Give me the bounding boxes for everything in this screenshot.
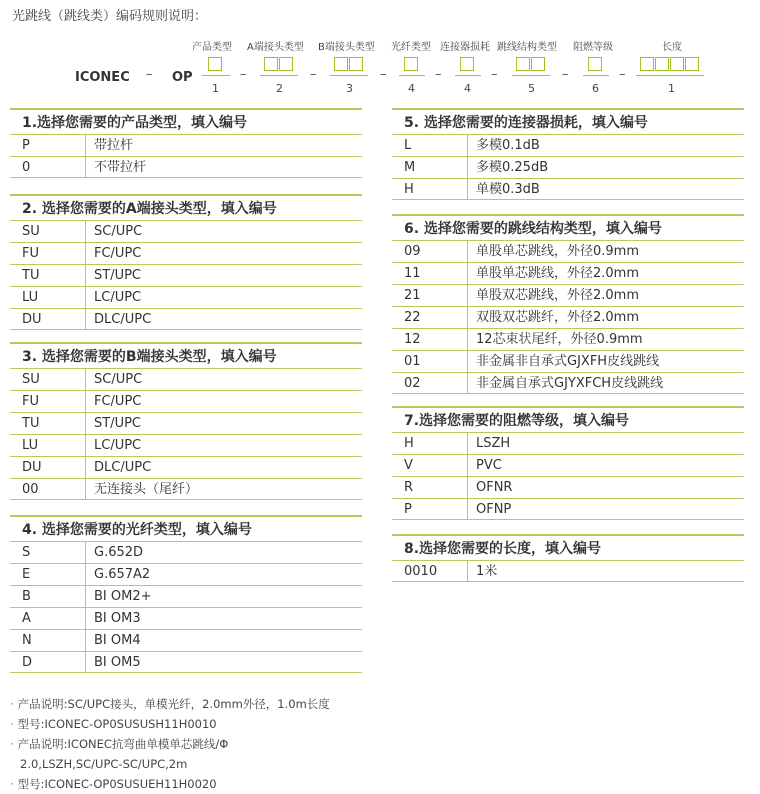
- option-desc: 1米: [476, 564, 498, 579]
- note-line: [10, 754, 330, 774]
- option-code: 0: [10, 157, 86, 177]
- option-code: 09: [392, 241, 468, 262]
- option-code: 22: [392, 307, 468, 328]
- dash: –: [146, 67, 153, 82]
- table-row: [10, 412, 362, 434]
- slot-digits: 6: [592, 82, 599, 95]
- option-desc: ST/UPC: [94, 268, 142, 283]
- note-line: · 产品说明:ICONEC抗弯曲单模单芯跳线/Φ: [10, 737, 229, 751]
- note-text: 2.0,LSZH,SC/UPC-SC/UPC,2m: [20, 757, 188, 771]
- option-desc: 非金属自承式GJYXFCH皮线跳线: [476, 376, 664, 391]
- option-desc: 12芯束状尾纤，外径0.9mm: [476, 332, 643, 347]
- section-title: 3. 选择您需要的B端接头类型，填入编号: [10, 342, 362, 368]
- dash: –: [619, 67, 626, 82]
- dash: –: [435, 67, 442, 82]
- slot-digits: 5: [528, 82, 535, 95]
- table-row: [10, 220, 362, 242]
- table-row: [392, 498, 744, 520]
- option-code: R: [392, 477, 468, 498]
- option-desc: BI OM5: [94, 655, 141, 670]
- option-code: S: [10, 542, 86, 563]
- option-desc: FC/UPC: [94, 394, 142, 409]
- table-row: [392, 178, 744, 200]
- slot-digits: 1: [668, 82, 675, 95]
- code-slot-2: [264, 57, 293, 71]
- label-connector-loss: 连接器损耗: [440, 42, 490, 53]
- code-slot-5: [460, 57, 474, 71]
- option-code: M: [392, 157, 468, 178]
- table-row: [10, 242, 362, 264]
- option-desc: 无连接头（尾纤）: [94, 482, 199, 497]
- option-code: B: [10, 586, 86, 607]
- slot-underline: [455, 75, 481, 76]
- label-length: 长度: [662, 42, 682, 53]
- table-row: [10, 390, 362, 412]
- option-code: 0010: [392, 561, 468, 581]
- label-fire-rating: 阻燃等级: [573, 42, 613, 53]
- option-desc: LC/UPC: [94, 290, 142, 305]
- slot-digits: 3: [346, 82, 353, 95]
- option-code: V: [392, 455, 468, 476]
- slot-digits: 1: [212, 82, 219, 95]
- option-desc: DLC/UPC: [94, 460, 152, 475]
- table-row: [392, 560, 744, 582]
- table-row: [10, 541, 362, 563]
- option-desc: G.657A2: [94, 567, 151, 582]
- table-row: [392, 134, 744, 156]
- option-desc: FC/UPC: [94, 246, 142, 261]
- table-row: [392, 240, 744, 262]
- slot-underline: [512, 75, 550, 76]
- section-fire-rating: [392, 406, 744, 520]
- option-desc: OFNP: [476, 502, 512, 517]
- option-desc: SC/UPC: [94, 224, 143, 239]
- table-row: [10, 134, 362, 156]
- option-code: LU: [10, 435, 86, 456]
- option-desc: 不带拉杆: [94, 160, 147, 175]
- section-a-connector: [10, 194, 362, 330]
- page-title: 光跳线（跳线类）编码规则说明：: [12, 9, 208, 24]
- section-title: 2. 选择您需要的A端接头类型，填入编号: [10, 194, 362, 220]
- option-code: DU: [10, 457, 86, 478]
- note-text: 产品说明:SC/UPC接头，单模光纤，2.0mm外径，1.0m长度: [17, 697, 330, 711]
- option-code: H: [392, 433, 468, 454]
- dash: –: [310, 67, 317, 82]
- table-row: [392, 328, 744, 350]
- label-product-type: 产品类型: [192, 42, 232, 53]
- table-row: [392, 454, 744, 476]
- option-code: 02: [392, 373, 468, 393]
- option-desc: BI OM2+: [94, 589, 152, 604]
- table-row: [10, 478, 362, 500]
- note-text: 型号:ICONEC-OP0SUSUSH11H0010: [17, 717, 217, 731]
- slot-underline: [583, 75, 609, 76]
- slot-underline: [330, 75, 368, 76]
- slot-underline: [260, 75, 298, 76]
- option-code: LU: [10, 287, 86, 308]
- table-row: [10, 308, 362, 330]
- code-slot-4: [404, 57, 418, 71]
- slot-digits: 4: [464, 82, 471, 95]
- table-row: [10, 434, 362, 456]
- table-row: [10, 629, 362, 651]
- slot-digits: 2: [276, 82, 283, 95]
- option-desc: DLC/UPC: [94, 312, 152, 327]
- note-line: · 产品说明:SC/UPC接头，单模光纤，2.0mm外径，1.0m长度: [10, 697, 330, 711]
- option-desc: 单模0.3dB: [476, 182, 540, 197]
- code-slot-1: [208, 57, 222, 71]
- slot-underline: [202, 75, 230, 76]
- option-code: A: [10, 608, 86, 629]
- option-code: N: [10, 630, 86, 651]
- option-desc: LSZH: [476, 436, 511, 451]
- table-row: [392, 432, 744, 454]
- option-desc: OFNR: [476, 480, 513, 495]
- label-fiber-type: 光纤类型: [391, 42, 431, 53]
- option-desc: 单股单芯跳线，外径2.0mm: [476, 266, 640, 281]
- section-title: 4. 选择您需要的光纤类型，填入编号: [10, 515, 362, 541]
- code-series: OP: [172, 70, 193, 85]
- table-row: [392, 476, 744, 498]
- dash: –: [380, 67, 387, 82]
- section-b-connector: [10, 342, 362, 500]
- table-row: [10, 563, 362, 585]
- section-structure-type: [392, 214, 744, 394]
- option-code: P: [10, 135, 86, 156]
- label-a-connector: A端接头类型: [247, 42, 304, 53]
- option-code: TU: [10, 413, 86, 434]
- option-desc: ST/UPC: [94, 416, 142, 431]
- table-row: [392, 262, 744, 284]
- table-row: [10, 607, 362, 629]
- dash: –: [240, 67, 247, 82]
- option-desc: 多模0.25dB: [476, 160, 549, 175]
- section-connector-loss: [392, 108, 744, 200]
- example-notes: [10, 694, 330, 794]
- section-title: 7.选择您需要的阻燃等级，填入编号: [392, 406, 744, 432]
- section-fiber-type: [10, 515, 362, 673]
- option-code: 12: [392, 329, 468, 350]
- table-row: [392, 350, 744, 372]
- option-desc: 带拉杆: [94, 138, 134, 153]
- option-desc: LC/UPC: [94, 438, 142, 453]
- table-row: [10, 456, 362, 478]
- slot-digits: 4: [408, 82, 415, 95]
- table-row: [10, 156, 362, 178]
- option-code: 11: [392, 263, 468, 284]
- option-desc: G.652D: [94, 545, 144, 560]
- section-title: 6. 选择您需要的跳线结构类型，填入编号: [392, 214, 744, 240]
- option-desc: 非金属非自承式GJXFH皮线跳线: [476, 354, 660, 369]
- dash: –: [491, 67, 498, 82]
- option-code: SU: [10, 369, 86, 390]
- option-desc: PVC: [476, 458, 502, 473]
- option-code: 21: [392, 285, 468, 306]
- code-slot-8: [640, 57, 699, 71]
- option-code: DU: [10, 309, 86, 329]
- slot-underline: [399, 75, 425, 76]
- section-title: 1.选择您需要的产品类型，填入编号: [10, 108, 362, 134]
- label-b-connector: B端接头类型: [318, 42, 375, 53]
- dash: –: [562, 67, 569, 82]
- option-desc: BI OM4: [94, 633, 141, 648]
- option-code: P: [392, 499, 468, 519]
- code-slot-3: [334, 57, 363, 71]
- table-row: [392, 306, 744, 328]
- table-row: [10, 368, 362, 390]
- option-code: TU: [10, 265, 86, 286]
- section-length: [392, 534, 744, 582]
- option-desc: BI OM3: [94, 611, 141, 626]
- section-title: 8.选择您需要的长度，填入编号: [392, 534, 744, 560]
- slot-underline: [636, 75, 704, 76]
- option-desc: SC/UPC: [94, 372, 143, 387]
- table-row: [10, 286, 362, 308]
- option-desc: 双股双芯跳纤，外径2.0mm: [476, 310, 640, 325]
- table-row: [392, 156, 744, 178]
- code-prefix: ICONEC: [75, 70, 130, 85]
- option-desc: 多模0.1dB: [476, 138, 540, 153]
- note-line: · 型号:ICONEC-OP0SUSUEH11H0020: [10, 777, 217, 791]
- note-line: · 型号:ICONEC-OP0SUSUSH11H0010: [10, 717, 217, 731]
- label-structure-type: 跳线结构类型: [497, 42, 557, 53]
- note-text: 型号:ICONEC-OP0SUSUEH11H0020: [17, 777, 217, 791]
- note-text: 产品说明:ICONEC抗弯曲单模单芯跳线/Φ: [17, 737, 229, 751]
- option-code: E: [10, 564, 86, 585]
- option-code: 01: [392, 351, 468, 372]
- section-title: 5. 选择您需要的连接器损耗，填入编号: [392, 108, 744, 134]
- option-code: L: [392, 135, 468, 156]
- option-code: FU: [10, 243, 86, 264]
- option-desc: 单股单芯跳线，外径0.9mm: [476, 244, 640, 259]
- option-desc: 单股双芯跳线，外径2.0mm: [476, 288, 640, 303]
- option-code: 00: [10, 479, 86, 499]
- table-row: [392, 284, 744, 306]
- option-code: D: [10, 652, 86, 672]
- table-row: [10, 585, 362, 607]
- table-row: [10, 651, 362, 673]
- option-code: FU: [10, 391, 86, 412]
- table-row: [392, 372, 744, 394]
- code-slot-7: [588, 57, 602, 71]
- section-product-type: [10, 108, 362, 178]
- code-slot-6: [516, 57, 545, 71]
- option-code: H: [392, 179, 468, 199]
- option-code: SU: [10, 221, 86, 242]
- table-row: [10, 264, 362, 286]
